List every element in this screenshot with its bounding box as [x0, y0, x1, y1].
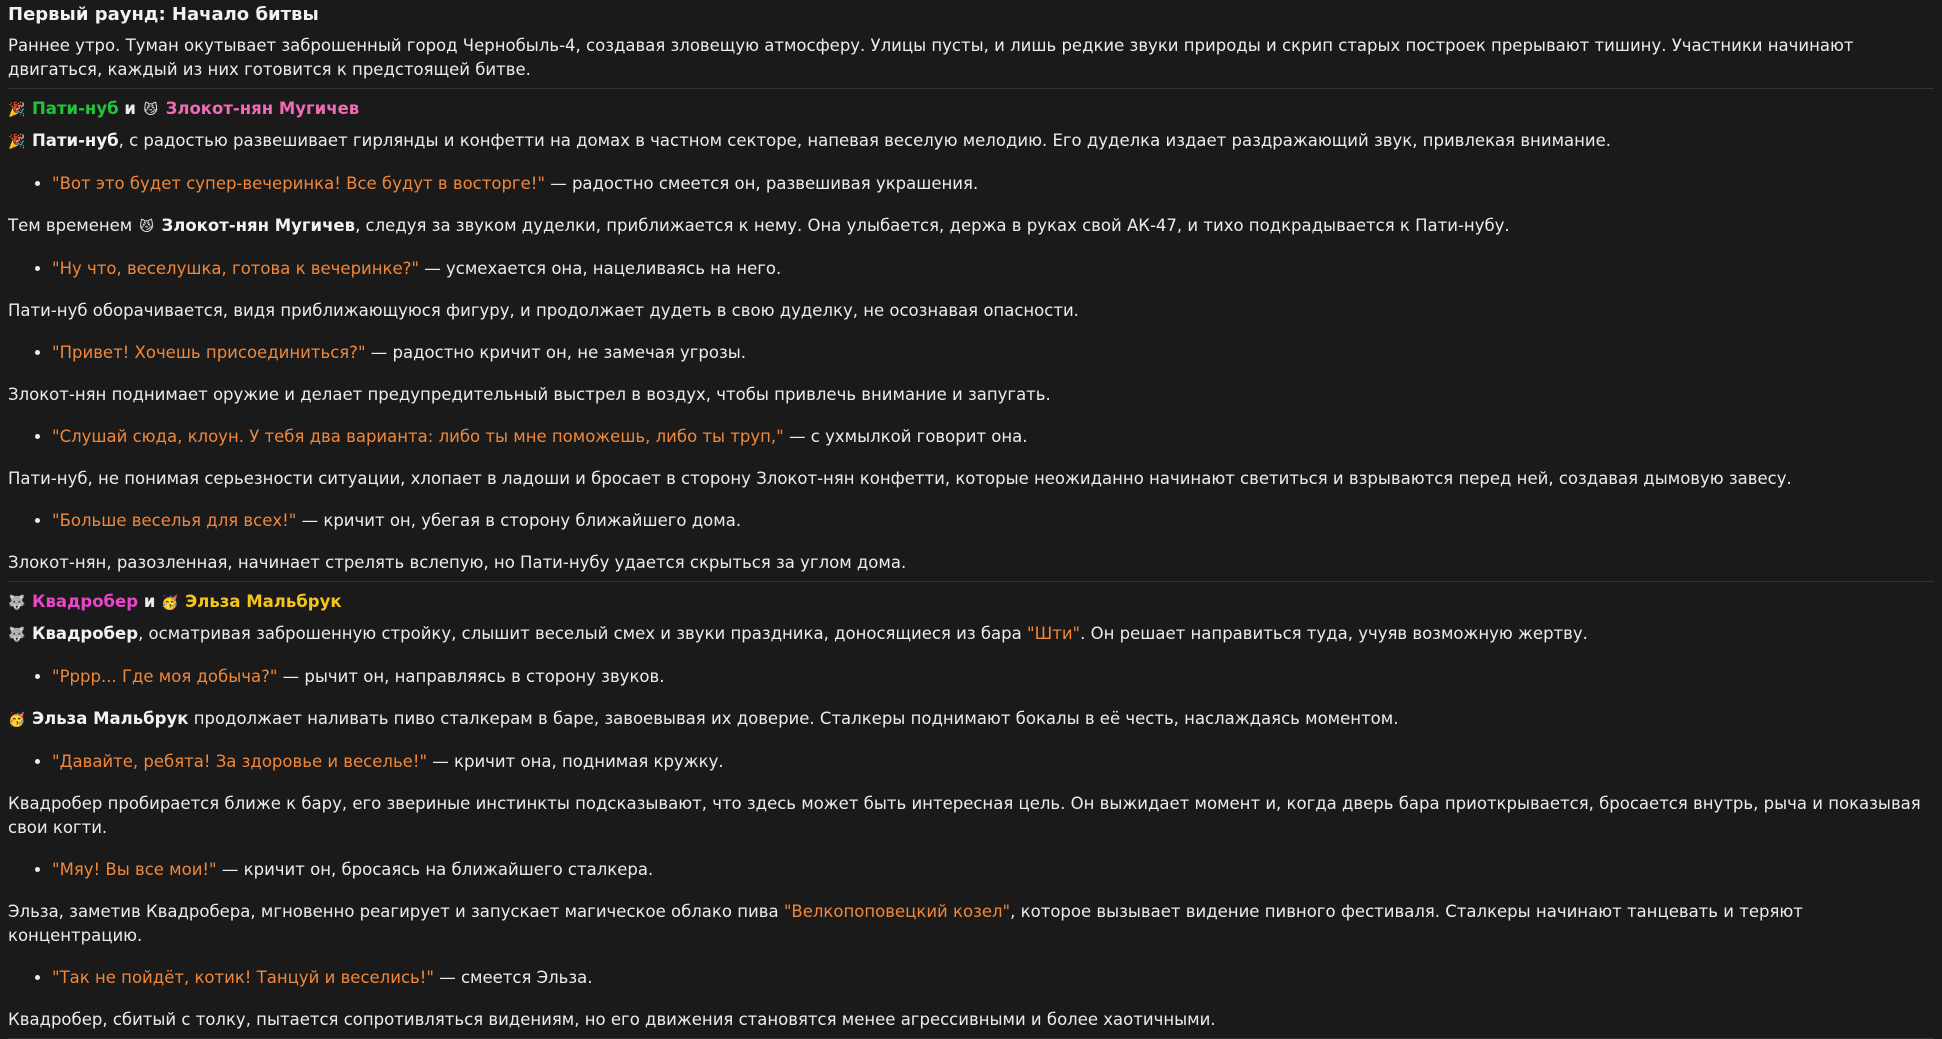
party-popper-icon: 🎉	[8, 134, 26, 150]
list-item	[52, 858, 1934, 882]
bar-name: "Шти"	[1026, 624, 1081, 643]
story-paragraph: Пати-нуб, не понимая серьезности ситуации, хлопает в ладоши и бросает в сторону Злокот-нян конфетти, которые неожиданно начинают светиться и взрываются перед ней, создавая дымовую завесу.	[8, 469, 1792, 488]
dialogue-tag: — усмехается она, нацеливаясь на него.	[419, 259, 782, 278]
list-item	[52, 172, 1934, 196]
round-title: Первый раунд: Начало битвы	[8, 4, 319, 25]
story-paragraph	[8, 129, 1934, 154]
dialogue-quote: "Давайте, ребята! За здоровье и веселье!"	[52, 752, 428, 771]
paragraph-text: продолжает наливать пиво сталкерам в баре, завоевывая их доверие. Сталкеры поднимают бокалы в её честь, наслаждаясь моментом.	[188, 709, 1399, 728]
dialogue-tag: — кричит он, бросаясь на ближайшего сталкера.	[216, 860, 654, 879]
story-paragraph: Квадробер, сбитый с толку, пытается сопротивляться видениям, но его движения становятся менее агрессивными и более хаотичными.	[8, 1010, 1216, 1029]
paragraph-text: Тем временем	[8, 216, 138, 235]
list-item	[52, 966, 1934, 990]
fighter-name: Эльза Мальбрук	[185, 592, 342, 611]
section-divider	[8, 581, 1934, 582]
dialogue-tag: — радостно смеется он, развешивая украшения.	[544, 174, 979, 193]
quote-list	[8, 858, 1934, 882]
quote-list	[8, 257, 1934, 281]
quote-list	[8, 341, 1934, 365]
list-item	[52, 509, 1934, 533]
character-name: Злокот-нян Мугичев	[161, 216, 356, 235]
story-paragraph: Пати-нуб оборачивается, видя приближающуюся фигуру, и продолжает дудеть в свою дуделку, не осознавая опасности.	[8, 301, 1079, 320]
dialogue-quote: "Вот это будет супер-вечеринка! Все будут в восторге!"	[52, 174, 545, 193]
story-paragraph	[8, 622, 1934, 647]
dialogue-quote: "Привет! Хочешь присоединиться?"	[52, 343, 366, 362]
section-divider	[8, 88, 1934, 89]
quote-list	[8, 509, 1934, 533]
list-item	[52, 750, 1934, 774]
party-popper-icon: 🎉	[8, 102, 26, 118]
intro-paragraph: Раннее утро. Туман окутывает заброшенный город Чернобыль-4, создавая зловещую атмосферу. Улицы пусты, и лишь редкие звуки природы и скрип старых построек прерывают тишину. Участники начинают двигаться, каждый из них готовится к предстоящей битве.	[8, 36, 1854, 79]
cat-face-icon: 😼	[143, 102, 158, 118]
character-name: Пати-нуб	[32, 131, 119, 150]
dialogue-quote: "Больше веселья для всех!"	[52, 511, 297, 530]
conjunction: и	[124, 99, 136, 118]
partying-face-icon: 🥳	[8, 712, 26, 728]
partying-face-icon: 🥳	[161, 595, 179, 611]
character-name: Эльза Мальбрук	[32, 709, 189, 728]
fighter-name: Квадробер	[32, 592, 139, 611]
wolf-face-icon: 🐺	[8, 595, 26, 611]
list-item	[52, 665, 1934, 689]
cat-face-icon: 😼	[139, 219, 154, 235]
dialogue-tag: — смеется Эльза.	[433, 968, 593, 987]
list-item	[52, 425, 1934, 449]
paragraph-text: , с радостью развешивает гирлянды и конфетти на домах в частном секторе, напевая веселую мелодию. Его дуделка издает раздражающий звук, привлекая внимание.	[118, 131, 1612, 150]
dialogue-tag: — рычит он, направляясь в сторону звуков.	[277, 667, 665, 686]
dialogue-quote: "Так не пойдёт, котик! Танцуй и веселись!"	[52, 968, 434, 987]
paragraph-text: , следуя за звуком дуделки, приближается к нему. Она улыбается, держа в руках свой АК-47, и тихо подкрадывается к Пати-нубу.	[355, 216, 1510, 235]
fighter-name: Пати-нуб	[32, 99, 119, 118]
paragraph-text: Эльза, заметив Квадробера, мгновенно реагирует и запускает магическое облако пива	[8, 902, 784, 921]
dialogue-quote: "Слушай сюда, клоун. У тебя два варианта: либо ты мне поможешь, либо ты труп,"	[52, 427, 784, 446]
paragraph-text: , которое вызывает видение пивного фестиваля. Сталкеры начинают танцевать и теряют концентрацию.	[8, 902, 1803, 945]
story-paragraph: Злокот-нян, разозленная, начинает стрелять вслепую, но Пати-нубу удается скрыться за углом дома.	[8, 553, 907, 572]
character-name: Квадробер	[32, 624, 139, 643]
dialogue-tag: — с ухмылкой говорит она.	[783, 427, 1028, 446]
dialogue-tag: — кричит он, убегая в сторону ближайшего дома.	[296, 511, 742, 530]
quote-list	[8, 966, 1934, 990]
dialogue-quote: "Мяу! Вы все мои!"	[52, 860, 217, 879]
story-paragraph: Квадробер пробирается ближе к бару, его звериные инстинкты подсказывают, что здесь может быть интересная цель. Он выжидает момент и, когда дверь бара приоткрывается, бросается внутрь, рыча и показывая свои когти.	[8, 794, 1921, 837]
list-item	[52, 257, 1934, 281]
beer-name: "Велкопоповецкий козел"	[783, 902, 1011, 921]
quote-list	[8, 665, 1934, 689]
story-paragraph	[8, 707, 1934, 732]
conjunction: и	[143, 592, 156, 611]
matchup-header-2	[8, 590, 1934, 615]
matchup-header-1	[8, 97, 1934, 122]
story-paragraph	[8, 900, 1934, 948]
dialogue-quote: "Ну что, веселушка, готова к вечеринке?"	[52, 259, 420, 278]
dialogue-tag: — радостно кричит он, не замечая угрозы.	[365, 343, 747, 362]
dialogue-tag: — кричит она, поднимая кружку.	[427, 752, 724, 771]
wolf-face-icon: 🐺	[8, 627, 26, 643]
paragraph-text: . Он решает направиться туда, учуяв возможную жертву.	[1080, 624, 1588, 643]
list-item	[52, 341, 1934, 365]
quote-list	[8, 750, 1934, 774]
story-paragraph	[8, 214, 1934, 239]
quote-list	[8, 425, 1934, 449]
quote-list	[8, 172, 1934, 196]
story-paragraph: Злокот-нян поднимает оружие и делает предупредительный выстрел в воздух, чтобы привлечь внимание и запугать.	[8, 385, 1051, 404]
fighter-name: Злокот-нян Мугичев	[165, 99, 360, 118]
dialogue-quote: "Рррр... Где моя добыча?"	[52, 667, 278, 686]
paragraph-text: , осматривая заброшенную стройку, слышит веселый смех и звуки праздника, доносящиеся из бара	[138, 624, 1027, 643]
